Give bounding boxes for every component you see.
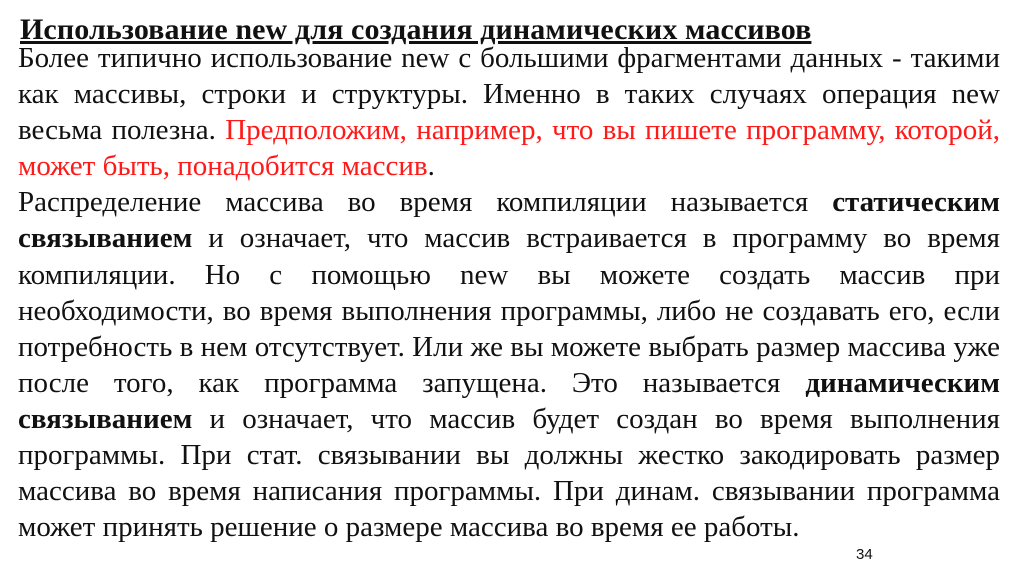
highlighted-example-text: Предположим, например, что вы пишете программу, которой, может быть, понадобится массив [18,114,1000,183]
slide-title: Использование new для создания динамических массивов [20,13,812,46]
paragraph-intro [18,40,1000,184]
binding-text-part3: и означает, что массив будет создан во время выполнения программы. При стат. связывании вы должны жестко закодировать размер массива во время написания программы. При динам. связывании программа может принять решение о размере массива во время ее работы. [18,402,1000,544]
intro-period: . [427,150,435,183]
paragraph-binding [18,184,1000,545]
binding-text-part1: Распределение массива во время компиляции называется [18,186,833,219]
intro-text: Более типично использование new с большими фрагментами данных - такими как массивы, строки и структуры. Именно в таких случаях операция new весьма полезна. [18,42,1000,147]
static-binding-term: статическим связыванием [18,186,1000,255]
binding-text-part2: и означает, что массив встраивается в программу во время компиляции. Но с помощью new вы можете создать массив при необходимости, во время выполнения программы, либо не создавать его, если потребность в нем отсутствует. Или же вы можете выбрать размер массива уже после того, как программа запущена. Это называется [18,222,1000,399]
slide-body [18,40,1000,545]
dynamic-binding-term: динамическим связыванием [18,366,1000,435]
page-number: 34 [856,546,873,563]
